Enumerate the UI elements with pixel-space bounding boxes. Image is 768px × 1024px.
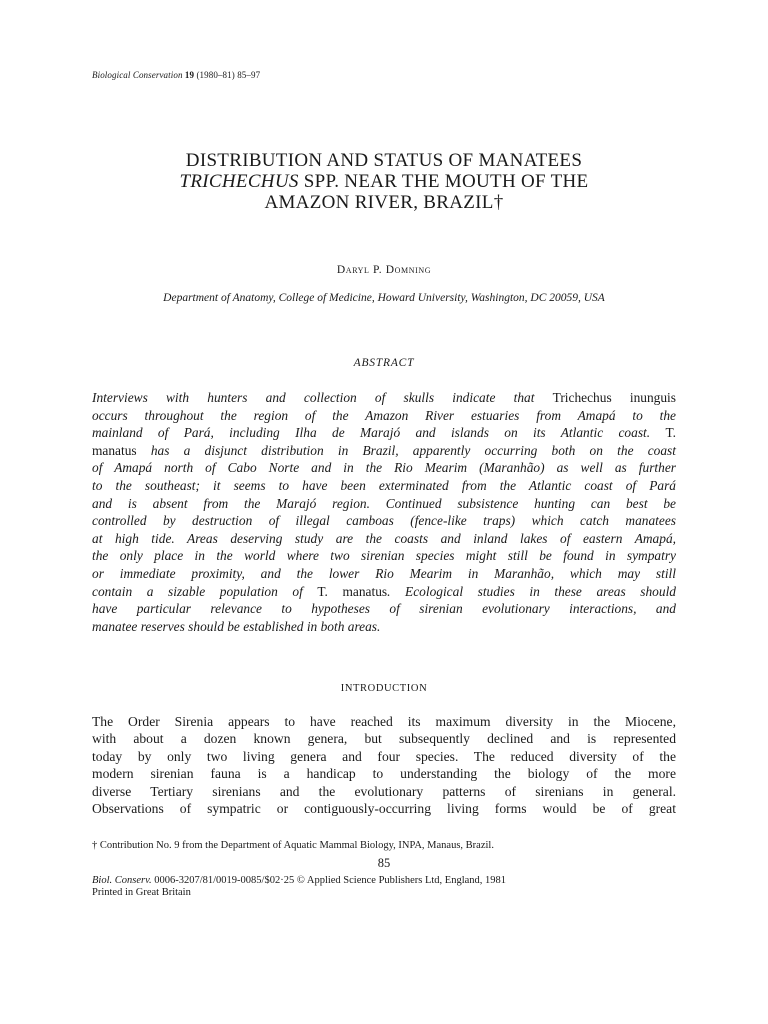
abstract-line: at high tide. Areas deserving study are the coasts and inland lakes of eastern Amapá,: [92, 530, 676, 546]
title-line-2: [92, 171, 676, 192]
body-line: Observations of sympatric or contiguously-occurring living forms would be of great: [92, 801, 676, 817]
abstract-line: contain a sizable population of T. manatus. Ecological studies in these areas should: [92, 583, 676, 599]
footnote: † Contribution No. 9 from the Department of Aquatic Mammal Biology, INPA, Manaus, Brazil.: [92, 840, 494, 851]
abstract-line: have particular relevance to hypotheses of sirenian evolutionary interactions, and: [92, 601, 676, 617]
journal-citation: [92, 70, 260, 80]
bibliographic-info: [92, 875, 506, 899]
biblio-issn: 0006-3207/81/0019-0085/$02·25 © Applied Science Publishers Ltd, England, 1981: [151, 875, 507, 886]
abstract-line: manatee reserves should be established in both areas.: [92, 618, 381, 634]
author-name: Daryl P. Domning: [336, 264, 432, 276]
abstract-line: occurs throughout the region of the Amazon River estuaries from Amapá to the: [92, 407, 676, 423]
author-affiliation: Department of Anatomy, College of Medicine, Howard University, Washington, DC 20059, USA: [163, 292, 605, 304]
biblio-line-2: Printed in Great Britain: [92, 887, 191, 898]
journal-pages: (1980–81) 85–97: [194, 70, 261, 80]
body-line: The Order Sirenia appears to have reached its maximum diversity in the Miocene,: [92, 714, 676, 729]
journal-name: Biological Conservation: [92, 70, 183, 80]
body-line: today by only two living genera and four species. The reduced diversity of the: [92, 748, 676, 764]
title-line-1: DISTRIBUTION AND STATUS OF MANATEES: [185, 150, 583, 171]
body-line: modern sirenian fauna is a handicap to understanding the biology of the more: [92, 766, 676, 782]
body-line: diverse Tertiary sirenians and the evolutionary patterns of sirenians in general.: [92, 783, 676, 799]
article-title: [92, 150, 676, 213]
introduction-heading: INTRODUCTION: [340, 683, 428, 694]
abstract-line: to the southeast; it seems to have been exterminated from the Atlantic coast of Pará: [92, 477, 676, 493]
abstract-line: of Amapá north of Cabo Norte and in the Rio Mearim (Maranhão) as well as further: [92, 460, 676, 476]
abstract-line: controlled by destruction of illegal camboas (fence-like traps) which catch manatees: [92, 513, 676, 529]
abstract-line: or immediate proximity, and the lower Rio Mearim in Maranhão, which may still: [92, 565, 676, 581]
abstract-heading: ABSTRACT: [353, 357, 415, 369]
introduction-text: [92, 713, 676, 817]
page-number: 85: [377, 856, 391, 870]
title-line-2-rest: SPP. NEAR THE MOUTH OF THE: [298, 171, 589, 192]
journal-volume: 19: [184, 70, 195, 80]
abstract-line: and is absent from the Marajó region. Continued subsistence hunting can best be: [92, 495, 676, 511]
abstract-line: mainland of Pará, including Ilha de Marajó and islands on its Atlantic coast. T.: [92, 425, 676, 441]
abstract-line: the only place in the world where two sirenian species might still be found in sympatry: [92, 548, 676, 564]
abstract-line: Interviews with hunters and collection of skulls indicate that Trichechus inunguis: [92, 390, 676, 405]
biblio-journal: Biol. Conserv.: [92, 875, 152, 886]
biblio-line-1: [92, 875, 506, 887]
abstract-text: [92, 389, 676, 635]
body-line: with about a dozen known genera, but subsequently declined and is represented: [92, 731, 676, 747]
abstract-line: manatus has a disjunct distribution in Brazil, apparently occurring both on the coast: [92, 442, 676, 458]
title-line-3: AMAZON RIVER, BRAZIL†: [264, 192, 504, 213]
title-genus: TRICHECHUS: [179, 171, 299, 192]
